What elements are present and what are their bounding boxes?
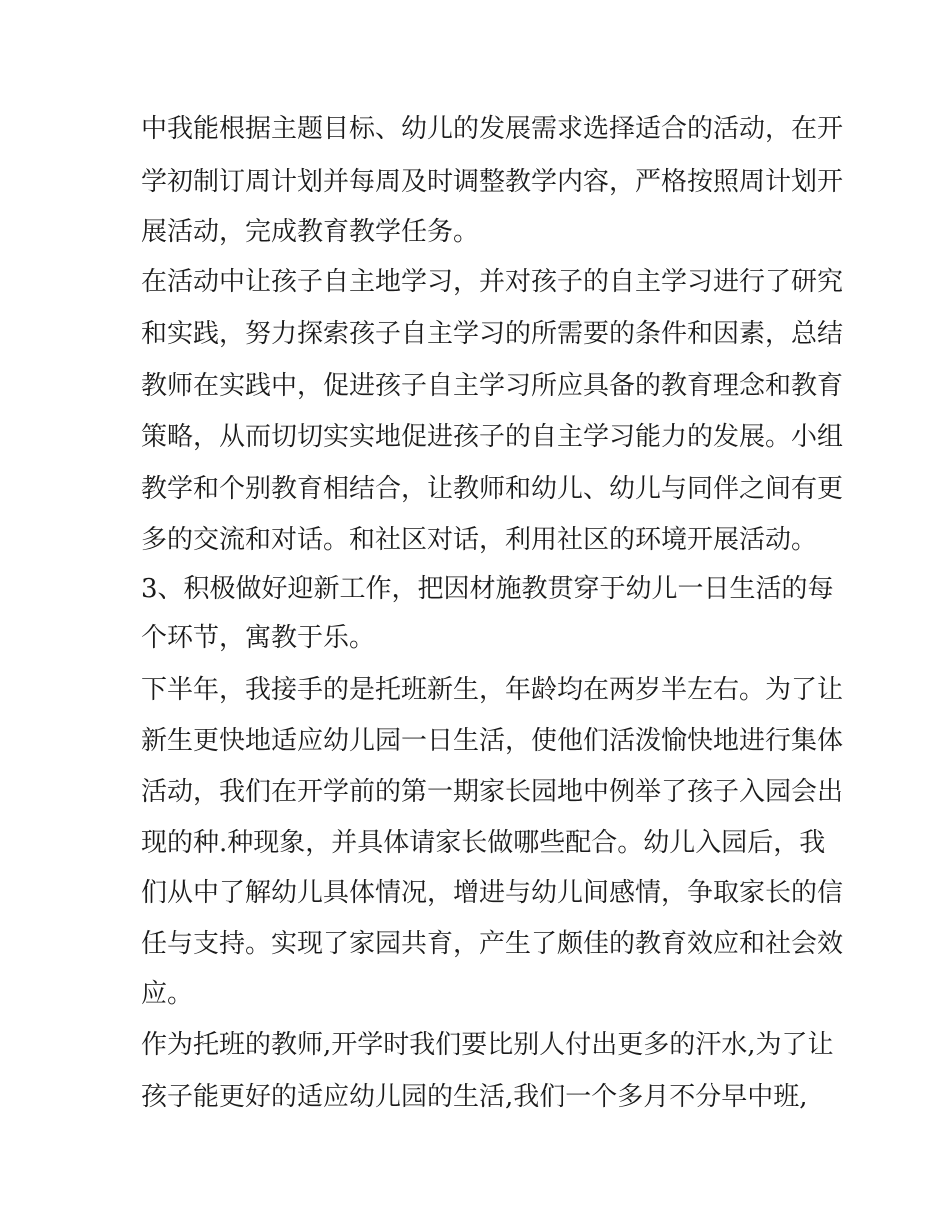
text-line: 下半年，我接手的是托班新生，年龄均在两岁半左右。为了让 xyxy=(141,675,844,705)
text-line: 现的种.种现象，并具体请家长做哪些配合。幼儿入园后，我 xyxy=(141,828,826,858)
text-line: 中我能根据主题目标、幼儿的发展需求选择适合的活动，在开 xyxy=(141,114,844,144)
text-line: 们从中了解幼儿具体情况，增进与幼儿间感情，争取家长的信 xyxy=(141,878,844,908)
text-line: 展活动，完成教育教学任务。 xyxy=(141,217,480,247)
text-line: 个环节，寓教于乐。 xyxy=(141,623,376,653)
text-line: 多的交流和对话。和社区对话，利用社区的环境开展活动。 xyxy=(141,525,818,555)
text-line: 应。 xyxy=(141,979,194,1009)
text-line: 孩子能更好的适应幼儿园的生活,我们一个多月不分早中班, xyxy=(141,1082,808,1112)
text-line: 活动，我们在开学前的第一期家长园地中例举了孩子入园会出 xyxy=(141,777,844,807)
text-line: 作为托班的教师,开学时我们要比别人付出更多的汗水,为了让 xyxy=(141,1030,834,1060)
text-line: 学初制订周计划并每周及时调整教学内容，严格按照周计划开 xyxy=(141,167,844,197)
text-line: 任与支持。实现了家园共育，产生了颇佳的教育效应和社会效 xyxy=(141,929,844,959)
text-line: 教师在实践中，促进孩子自主学习所应具备的教育理念和教育 xyxy=(141,371,844,401)
text-line: 教学和个别教育相结合，让教师和幼儿、幼儿与同伴之间有更 xyxy=(141,474,844,504)
text-line: 和实践，努力探索孩子自主学习的所需要的条件和因素，总结 xyxy=(141,319,844,349)
text-line: 策略，从而切切实实地促进孩子的自主学习能力的发展。小组 xyxy=(141,422,844,452)
text-line: 3、积极做好迎新工作，把因材施教贯穿于幼儿一日生活的每 xyxy=(141,574,834,604)
text-line: 在活动中让孩子自主地学习，并对孩子的自主学习进行了研究 xyxy=(141,267,844,297)
text-line: 新生更快地适应幼儿园一日生活，使他们活泼愉快地进行集体 xyxy=(141,726,844,756)
